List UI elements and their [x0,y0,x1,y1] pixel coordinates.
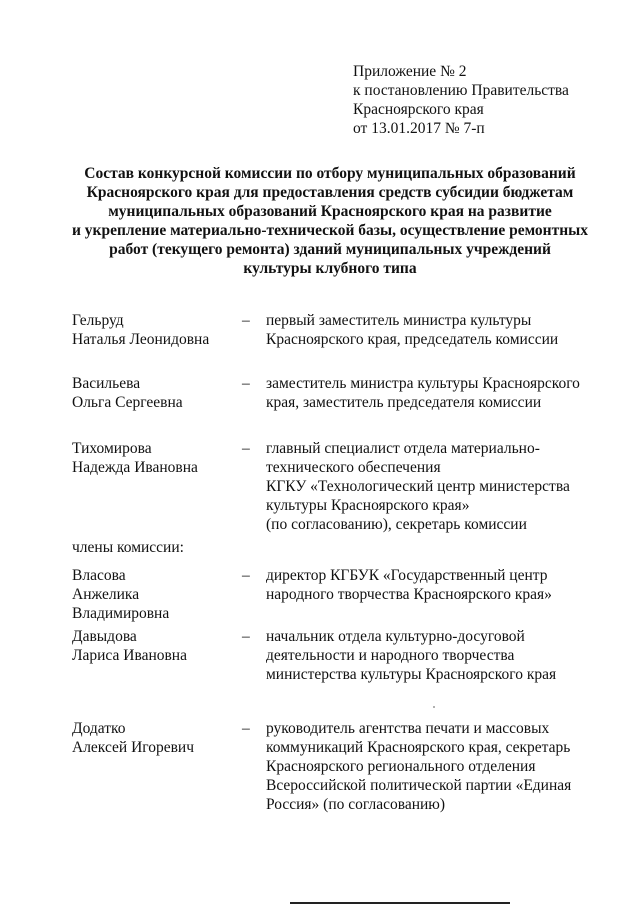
title-line: Состав конкурсной комиссии по отбору муниципальных образований [84,165,576,182]
appendix-line: Приложение № 2 [353,63,467,80]
title-line: культуры клубного типа [243,260,417,277]
member-name: Васильева Ольга Сергеевна [72,375,183,411]
member-role: заместитель министра культуры Красноярского края, заместитель председателя комиссии [266,375,580,411]
member-dash: – [242,567,250,584]
appendix-line: к постановлению Правительства [353,82,569,99]
document-title [60,164,600,278]
member-name: Власова Анжелика Владимировна [72,567,170,622]
title-line: Красноярского края для предоставления средств субсидии бюджетам [86,184,574,201]
scan-speck [433,706,435,708]
title-line: муниципальных образований Красноярского края на развитие [108,203,552,220]
member-name: Тихомирова Надежда Ивановна [72,440,198,476]
member-role: главный специалист отдела материально- технического обеспечения КГКУ «Технологический центр министерства культуры Красноярского края» (по согласованию), секретарь комиссии [266,440,570,533]
member-role: первый заместитель министра культуры Красноярского края, председатель комиссии [266,312,559,348]
appendix-header [353,62,569,138]
appendix-line: от 13.01.2017 № 7-п [353,120,485,137]
member-dash: – [242,312,250,329]
bottom-rule [290,902,510,904]
title-line: и укрепление материально-технической базы, осуществление ремонтных [71,222,589,239]
member-name: Гельруд Наталья Леонидовна [72,312,210,348]
member-dash: – [242,628,250,645]
member-name: Давыдова Лариса Ивановна [72,628,187,664]
member-dash: – [242,375,250,392]
member-role: директор КГБУК «Государственный центр народного творчества Красноярского края» [266,567,552,603]
member-name: Додатко Алексей Игоревич [72,720,195,756]
member-role: руководитель агентства печати и массовых коммуникаций Красноярского края, секретарь Красноярского регионального отделения Всероссийской политической партии «Единая Россия» (по согласованию) [266,720,572,813]
title-line: работ (текущего ремонта) зданий муниципальных учреждений [109,241,551,258]
appendix-line: Красноярского края [353,101,484,118]
member-dash: – [242,440,250,457]
member-dash: – [242,720,250,737]
member-role: начальник отдела культурно-досуговой деятельности и народного творчества министерства культуры Красноярского края [266,628,557,683]
members-label: члены комиссии: [72,539,184,556]
